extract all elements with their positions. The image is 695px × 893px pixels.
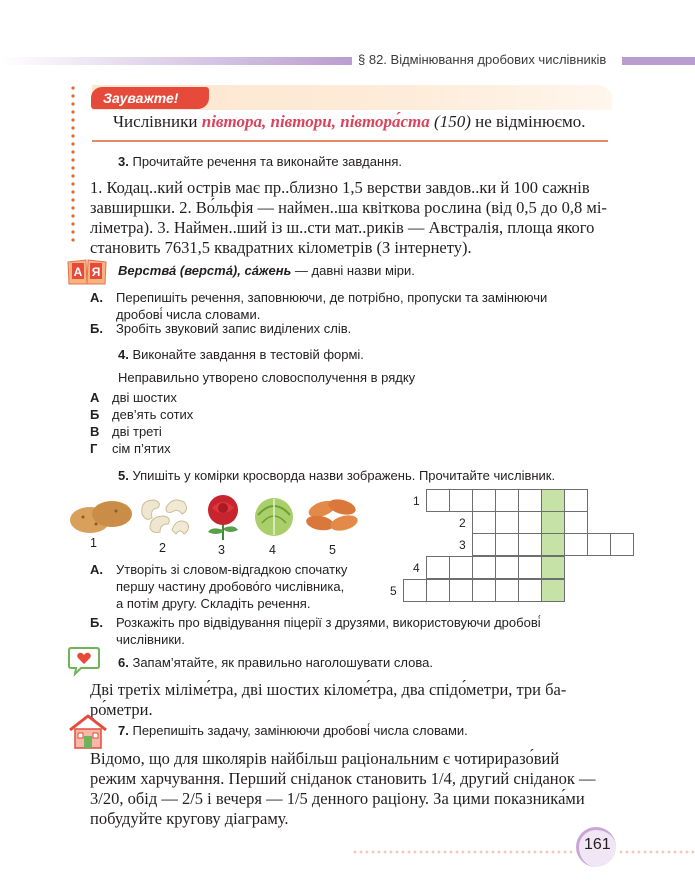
crossword-cell[interactable] bbox=[495, 511, 519, 534]
section-title: § 82. Відмінювання дробових числівників bbox=[358, 52, 607, 67]
task5-a: А. Утворіть зі словом-відгадкою спочатку першу частину дробово́го числівника, а потім другу. Складіть речення. bbox=[90, 562, 348, 611]
picture-label: 4 bbox=[269, 543, 276, 557]
task3-text: 1. Кодац..кий острів має пр..близно 1,5 верстви завдов..ки й 100 сажнів завширшки. 2. Во́льфія — наймен..ша квіткова рослина (від 0,5 до 0,8 мі- ліметра). 3. Наймен..ший із ш..сти мат..риків — Австралія, площа якого становить 7631,5 квадратних кілометрів (З інтернету). bbox=[90, 178, 607, 257]
crossword-cell[interactable] bbox=[449, 556, 473, 579]
crossword-cell[interactable] bbox=[518, 489, 542, 512]
notice-underline bbox=[92, 140, 608, 142]
crossword-number: 5 bbox=[390, 584, 397, 598]
crossword-cell[interactable] bbox=[472, 579, 496, 602]
crossword-cell[interactable] bbox=[426, 556, 450, 579]
task4-option: Г сім п’ятих bbox=[90, 441, 171, 456]
crossword-cell[interactable] bbox=[518, 556, 542, 579]
picture-label: 1 bbox=[90, 536, 97, 550]
vocab-note: Верства́ (верста́), са́жень — давні назви міри. bbox=[118, 263, 415, 278]
footer-dots bbox=[352, 850, 574, 854]
cabbage-image bbox=[252, 495, 296, 537]
crossword-key-cell[interactable] bbox=[541, 533, 565, 556]
crossword-cell[interactable] bbox=[472, 489, 496, 512]
task3-instruction: 3. Прочитайте речення та виконайте завдання. bbox=[118, 154, 402, 169]
crossword-cell[interactable] bbox=[495, 489, 519, 512]
potato-image bbox=[68, 497, 134, 535]
crossword-number: 3 bbox=[459, 538, 466, 552]
notice-text: Числівники півтора, півтори, півтора́ста (150) не відмінюємо. bbox=[113, 112, 586, 131]
task5-instruction: 5. Упишіть у комірки кросворда назви зображень. Прочитайте числівник. bbox=[118, 468, 556, 483]
notice-dotted-border bbox=[70, 84, 76, 244]
crossword-cell[interactable] bbox=[403, 579, 427, 602]
svg-text:Я: Я bbox=[91, 265, 101, 279]
crossword-cell[interactable] bbox=[564, 533, 588, 556]
crossword-cell[interactable] bbox=[472, 511, 496, 534]
task4-instruction: 4. Виконайте завдання в тестовій формі. bbox=[118, 347, 364, 362]
picture-label: 5 bbox=[329, 543, 336, 557]
task3-a: А. Перепишіть речення, заповнюючи, де потрібно, пропуски та замінюючи дробові́ числа словами. bbox=[90, 290, 548, 322]
crossword-cell[interactable] bbox=[495, 579, 519, 602]
crossword-cell[interactable] bbox=[472, 533, 496, 556]
notice-badge: Зауважте! bbox=[91, 87, 209, 109]
task4-option: А дві шостих bbox=[90, 390, 177, 405]
task6-instruction: 6. Запам’ятайте, як правильно наголошувати слова. bbox=[118, 655, 433, 670]
crossword-cell[interactable] bbox=[610, 533, 634, 556]
crossword-cell[interactable] bbox=[472, 556, 496, 579]
rose-image bbox=[200, 492, 246, 540]
crossword-cell[interactable] bbox=[495, 556, 519, 579]
crossword-cell[interactable] bbox=[426, 489, 450, 512]
svg-text:А: А bbox=[73, 265, 83, 279]
crossword-cell[interactable] bbox=[449, 579, 473, 602]
task4-option: В дві треті bbox=[90, 424, 162, 439]
crossword-key-cell[interactable] bbox=[541, 511, 565, 534]
vocabulary-book-icon bbox=[66, 254, 108, 286]
crossword-key-cell[interactable] bbox=[541, 579, 565, 602]
crossword-number: 1 bbox=[413, 494, 420, 508]
task7-text: Відомо, що для школярів найбільш раціональним є чотириразо́вий режим харчування. Перший сніданок становить 1/4, другий сніданок — 3/20, обід — 2/5 і вечеря — 1/5 денного раціону. За цими показника́ми побудуйте кругову діаграму. bbox=[90, 749, 596, 828]
task3-b: Б. Зробіть звуковий запис виділених слів. bbox=[90, 321, 352, 336]
crossword-number: 2 bbox=[459, 516, 466, 530]
task4-option: Б дев’ять сотих bbox=[90, 407, 194, 422]
crossword-cell[interactable] bbox=[518, 579, 542, 602]
page-number: 161 bbox=[584, 836, 611, 853]
crossword-key-cell[interactable] bbox=[541, 489, 565, 512]
task7-instruction: 7. Перепишіть задачу, замінюючи дробові́ числа словами. bbox=[118, 723, 468, 738]
crossword-cell[interactable] bbox=[564, 511, 588, 534]
almonds-image bbox=[304, 495, 362, 537]
crossword-number: 4 bbox=[413, 561, 420, 575]
picture-label: 2 bbox=[159, 541, 166, 555]
task5-b: Б. Розкажіть про відвідування піцерії з друзями, використовуючи дробові́ числівники. bbox=[90, 615, 541, 647]
crossword-cell[interactable] bbox=[426, 579, 450, 602]
crossword-cell[interactable] bbox=[495, 533, 519, 556]
footer-dots-right bbox=[618, 850, 695, 854]
crossword-cell[interactable] bbox=[518, 533, 542, 556]
cashew-nuts-image bbox=[136, 494, 192, 538]
crossword-cell[interactable] bbox=[564, 489, 588, 512]
crossword-cell[interactable] bbox=[449, 489, 473, 512]
heart-speech-icon bbox=[67, 645, 101, 677]
crossword-cell[interactable] bbox=[587, 533, 611, 556]
crossword-key-cell[interactable] bbox=[541, 556, 565, 579]
home-task-icon bbox=[68, 714, 108, 750]
task4-question: Неправильно утворено словосполучення в рядку bbox=[118, 370, 416, 385]
picture-label: 3 bbox=[218, 543, 225, 557]
crossword-cell[interactable] bbox=[518, 511, 542, 534]
header-decor-line-right bbox=[622, 57, 695, 65]
task6-text: Дві третіх міліме́тра, дві шостих кіломе́тра, два спідо́метри, три ба- ро́метри. bbox=[90, 680, 567, 719]
header-decor-line bbox=[0, 57, 352, 65]
